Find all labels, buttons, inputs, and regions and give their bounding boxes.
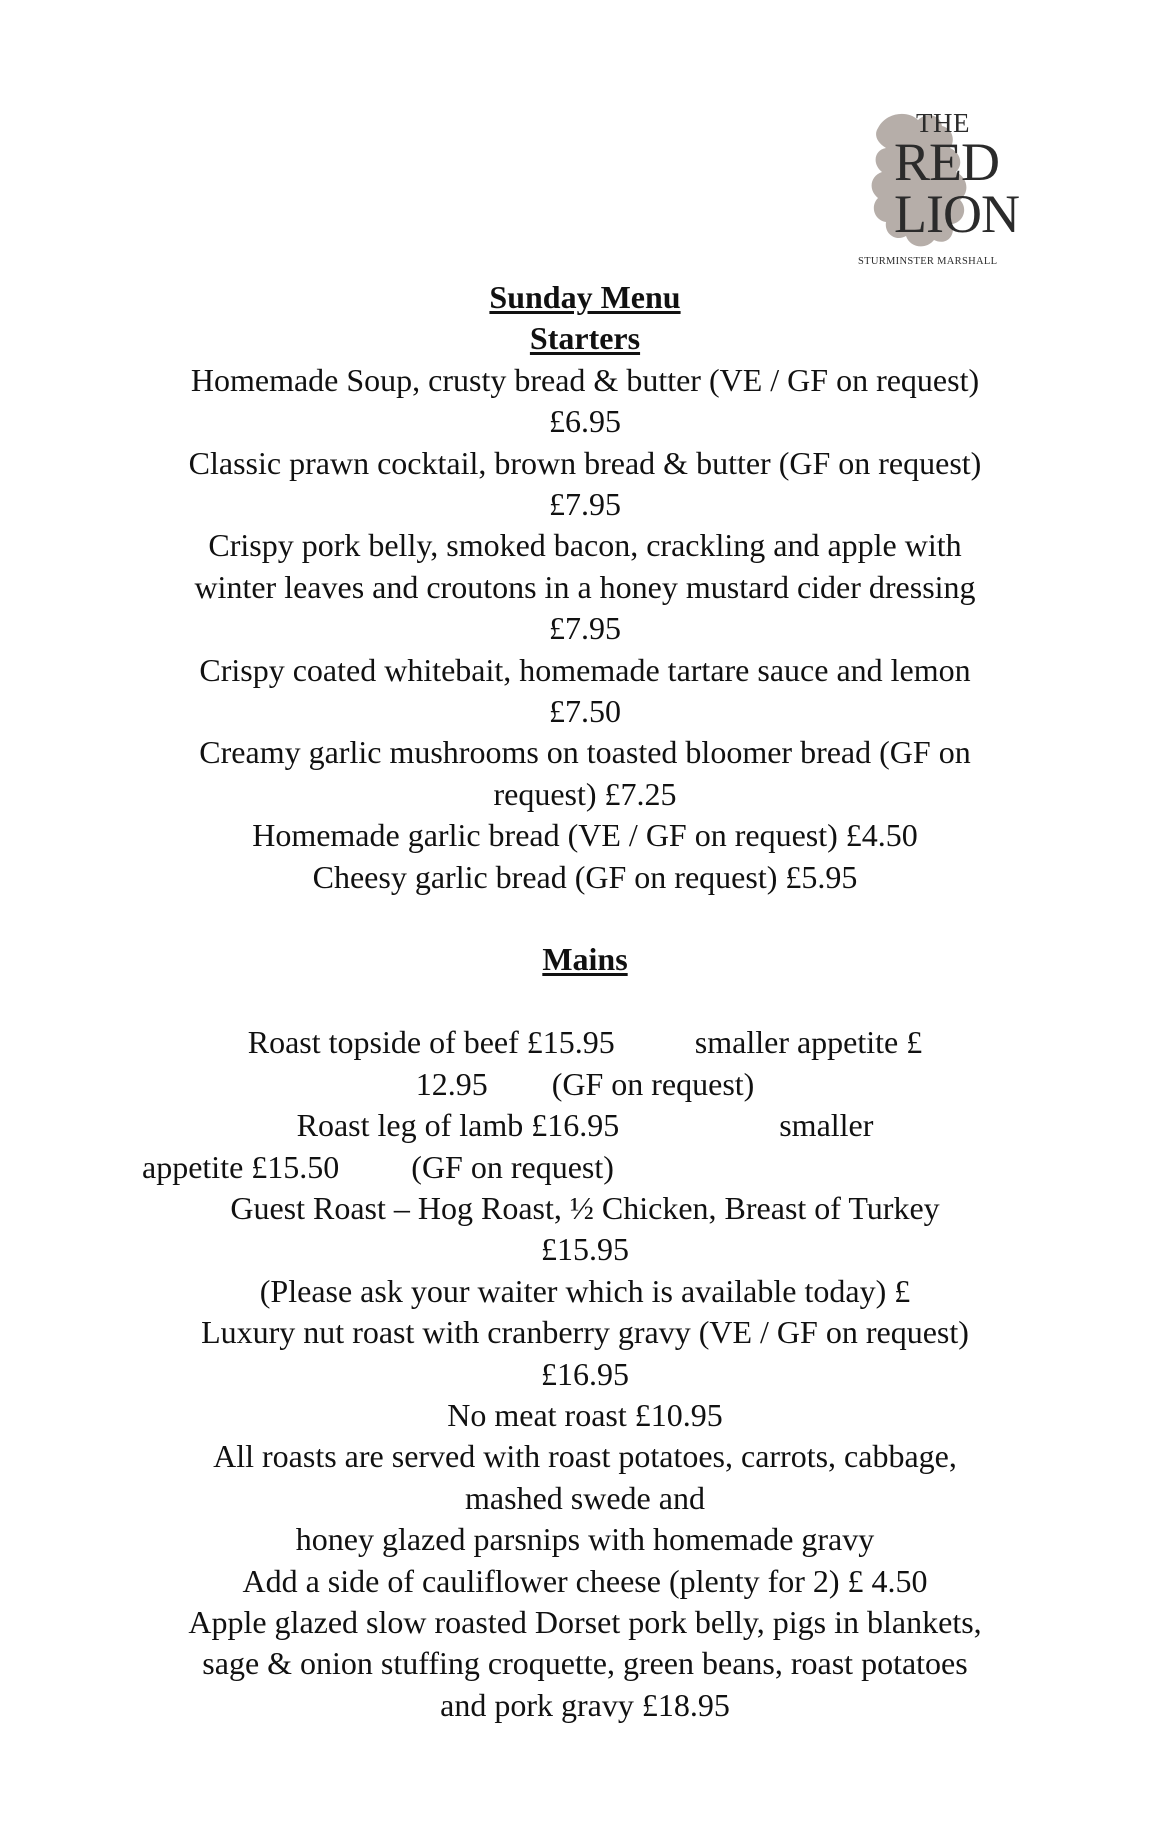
main-line: Apple glazed slow roasted Dorset pork belly, pigs in blankets, [188,1603,982,1640]
starter-line: Crispy pork belly, smoked bacon, crackling and apple with [208,527,962,564]
main-line: mashed swede and [465,1479,705,1516]
main-line: £15.95 [541,1231,629,1268]
main-line: appetite £15.50 (GF on request) [142,1148,614,1185]
starters-heading: Starters [529,320,641,357]
starter-line: winter leaves and croutons in a honey mustard cider dressing [194,568,976,605]
starter-line: £6.95 [549,403,621,440]
main-line: Roast leg of lamb £16.95 smaller [296,1107,874,1144]
mains-heading: Mains [542,941,628,978]
main-line: No meat roast £10.95 [447,1396,723,1433]
section-spacer [120,898,1050,939]
menu-title: Sunday Menu [489,279,681,315]
starter-line: Homemade garlic bread (VE / GF on request) £4.50 [252,817,918,854]
starter-line: £7.95 [549,610,621,647]
lion-emblem-icon [856,108,1036,270]
main-line: Roast topside of beef £15.95 smaller appetite £ [247,1024,923,1061]
main-line: Guest Roast – Hog Roast, ½ Chicken, Breast of Turkey [230,1189,940,1226]
starter-line: £7.50 [549,693,621,730]
logo-red: RED [894,132,999,192]
main-line: and pork gravy £18.95 [440,1686,730,1723]
main-line: (Please ask your waiter which is available today) £ [259,1272,911,1309]
main-line: honey glazed parsnips with homemade gravy [295,1521,875,1558]
logo-subtitle: STURMINSTER MARSHALL [858,256,998,267]
starter-line: Cheesy garlic bread (GF on request) £5.95 [312,858,858,895]
starter-line: Crispy coated whitebait, homemade tartare sauce and lemon [199,651,971,688]
red-lion-logo [856,108,1036,270]
starter-line: request) £7.25 [493,775,677,812]
section-spacer [120,981,1050,1022]
menu-content [120,277,1050,1726]
logo-lion: LION [894,184,1019,244]
starter-line: Classic prawn cocktail, brown bread & butter (GF on request) [188,444,982,481]
main-line: Add a side of cauliflower cheese (plenty for 2) £ 4.50 [242,1562,928,1599]
starter-line: £7.95 [549,486,621,523]
main-line: 12.95 (GF on request) [415,1065,755,1102]
main-line: £16.95 [541,1355,629,1392]
starter-line: Homemade Soup, crusty bread & butter (VE / GF on request) [190,361,980,398]
starter-line: Creamy garlic mushrooms on toasted bloomer bread (GF on [199,734,971,771]
main-line: Luxury nut roast with cranberry gravy (VE / GF on request) [201,1314,969,1351]
main-line: All roasts are served with roast potatoes, carrots, cabbage, [213,1438,957,1475]
main-line: sage & onion stuffing croquette, green beans, roast potatoes [202,1645,968,1682]
logo-the: THE [916,108,970,138]
